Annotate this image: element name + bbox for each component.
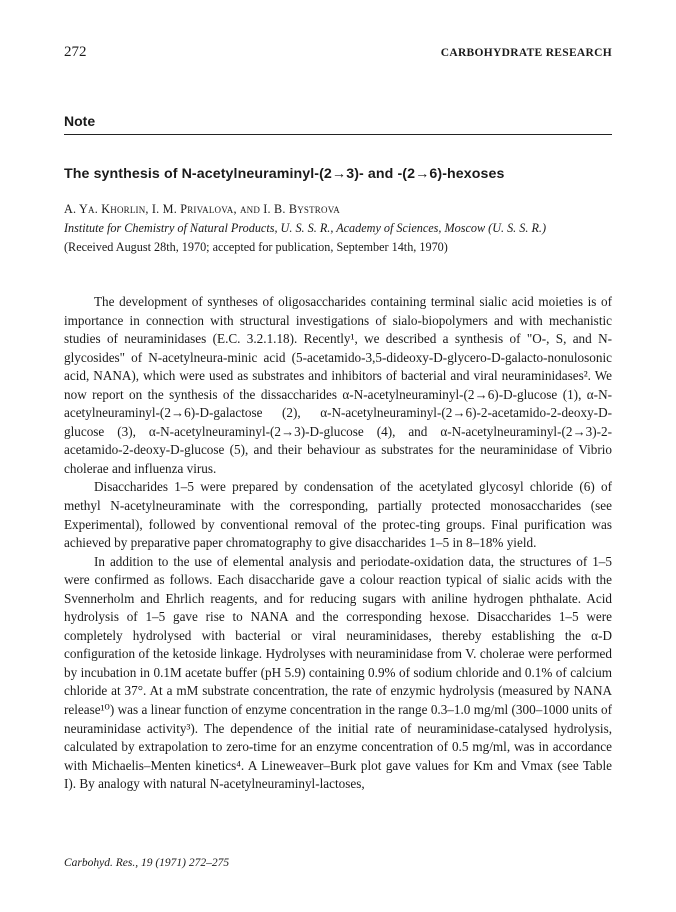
article-meta xyxy=(64,200,612,257)
article-title: The synthesis of N-acetylneuraminyl-(2→3)- and -(2→6)-hexoses xyxy=(64,166,505,182)
article-body xyxy=(64,293,612,794)
journal-citation-footer: Carbohyd. Res., 19 (1971) 272–275 xyxy=(64,857,230,869)
body-paragraph: In addition to the use of elemental analysis and periodate-oxidation data, the structures of 1–5 were confirmed as follows. Each disaccharide gave a colour reaction typical of sialic acids with the Svennerholm and Ehrlich reagents, and for reducing sugars with aniline hydrogen phthalate. Acid hydrolysis of 1–5 gave rise to NANA and the corresponding hexose. Disaccharides 1–5 were completely hydrolysed with bacterial or viral neuraminidases, thereby establishing the α-D configuration of the ketoside linkage. Hydrolyses with neuraminidase from V. cholerae were performed by incubation in 0.1M acetate buffer (pH 5.9) containing 0.9% of sodium chloride and 0.1% of calcium chloride at 37°. At a mM substrate concentration, the rate of enzymic hydrolysis (measured by NANA release¹⁰) was a linear function of enzyme concentration in the range 0.3–1.0 mg/ml (300–1000 units of neuraminidase activity³). The dependence of the initial rate of neuraminidase-catalysed hydrolysis, calculated by extrapolation to zero-time for an enzyme concentration of 0.5 mg/ml, was in accordance with Michaelis–Menten kinetics⁴. A Lineweaver–Burk plot gave values for Km and Vmax (see Table I). By analogy with natural N-acetylneuraminyl-lactoses, xyxy=(64,553,612,792)
running-head: CARBOHYDRATE RESEARCH xyxy=(440,47,612,59)
author-affiliation: Institute for Chemistry of Natural Products, U. S. S. R., Academy of Sciences, Moscow (U. S. S. R.) xyxy=(64,221,547,235)
page-number: 272 xyxy=(64,44,87,60)
author-list: A. Ya. Khorlin, I. M. Privalova, and I. B. Bystrova xyxy=(64,202,340,216)
page-header xyxy=(64,44,612,64)
body-paragraph: The development of syntheses of oligosaccharides containing terminal sialic acid moieties is of importance in connection with structural investigations of sialo-biopolymers and with mechanistic studies of neuraminidases (E.C. 3.2.1.18). Recently¹, we described a synthesis of "O-, S, and N-glycosides" of N-acetylneura-minic acid (5-acetamido-3,5-dideoxy-D-glycero-D-galacto-nonulosonic acid, NANA), which were used as substrates and inhibitors of bacterial and viral neuraminidases². We now report on the synthesis of the dissaccharides α-N-acetylneuraminyl-(2→6)-D-glucose (1), α-N-acetylneuraminyl-(2→6)-D-galactose (2), α-N-acetylneuraminyl-(2→6)-2-acetamido-2-deoxy-D-glucose (3), α-N-acetylneuraminyl-(2→3)-D-glucose (4), and α-N-acetylneuraminyl-(2→3)-2-acetamido-2-deoxy-D-glucose (5), and their behaviour as substrates for the neuraminidase of Vibrio cholerae and influenza virus. xyxy=(64,294,612,476)
section-divider xyxy=(64,134,612,135)
section-label: Note xyxy=(64,113,96,129)
body-paragraph: Disaccharides 1–5 were prepared by condensation of the acetylated glycosyl chloride (6) of methyl N-acetylneuraminate with the corresponding, partially protected monosaccharides (see Experimental), followed by conventional removal of the protec-ting groups. Final purification was achieved by preparative paper chromatography to give disaccharides 1–5 in 8–18% yield. xyxy=(64,479,612,551)
received-dates: (Received August 28th, 1970; accepted for publication, September 14th, 1970) xyxy=(64,240,448,254)
